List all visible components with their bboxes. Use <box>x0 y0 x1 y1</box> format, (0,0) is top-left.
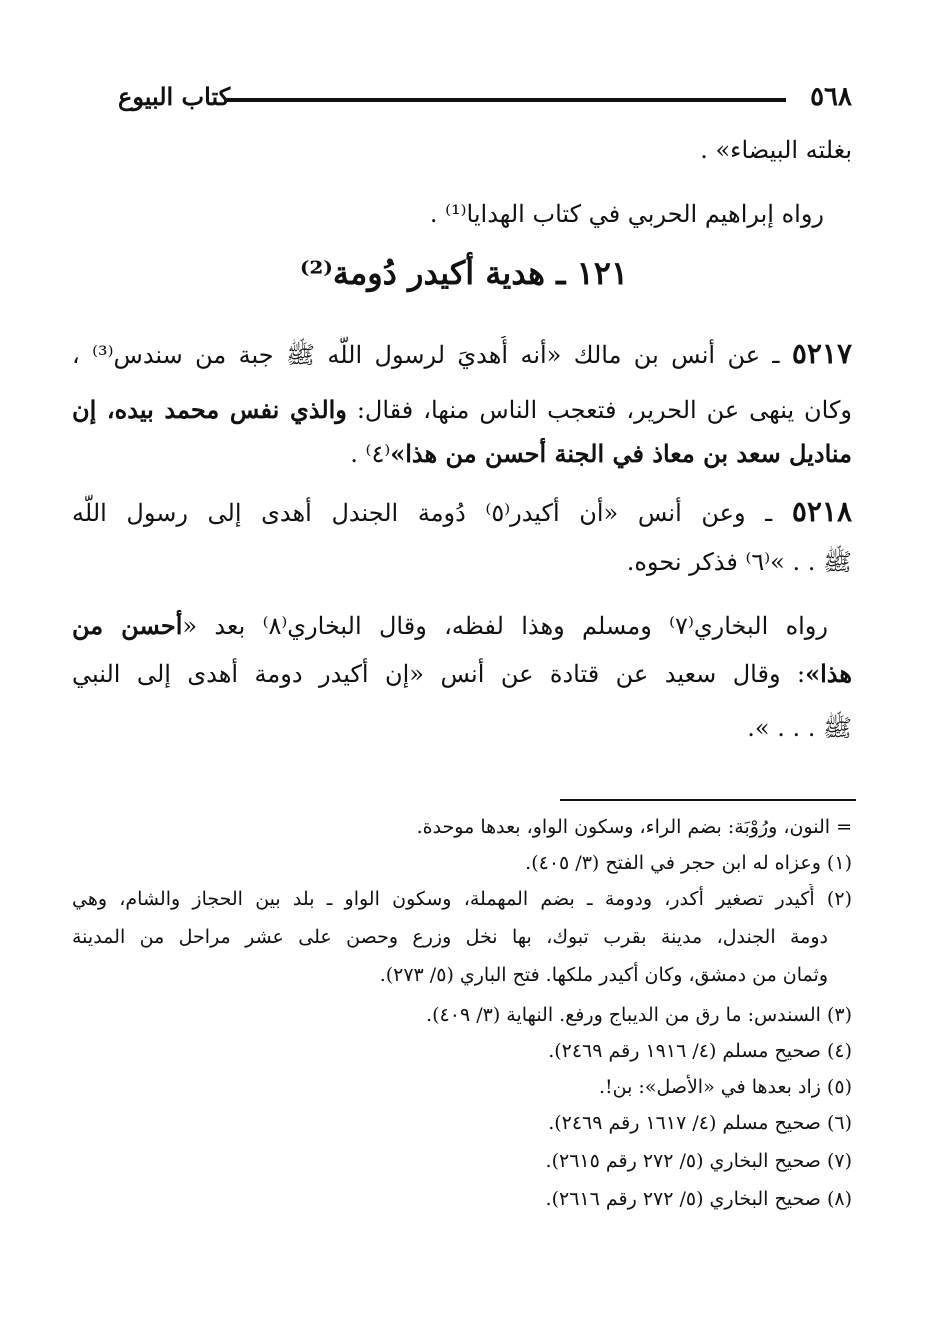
closing-bold-1: أحسن من <box>72 611 183 640</box>
footnote-3: (٣) السندس: ما رق من الديباج ورفع. النهاية (٣/ ٤٠٩). <box>426 1004 852 1026</box>
footnote-2-line-1: (٢) أُكيدر تصغير أكدر، ودومة ـ بضم المهملة، وسكون الواو ـ بلد بين الحجاز والشام، وهي <box>72 888 852 910</box>
hadith-5217-line-3 <box>72 436 852 472</box>
hadith-5217-bold-3: مناديل سعد بن معاذ في الجنة أحسن من هذا» <box>390 439 852 468</box>
hadith-5218-line-2 <box>72 544 852 580</box>
header-rule <box>226 98 786 102</box>
hadith-5217-text-2: وكان ينهى عن الحرير، فتعجب الناس منها، فقال: <box>356 396 852 424</box>
hadith-5217-line-1 <box>72 336 852 373</box>
hadith-5218-text-1: ـ وعن أنس «أن أكيدر⁽٥⁾ دُومة الجندل أهدى إلى رسول اللَّه <box>72 499 773 527</box>
continuation-text: بغلته البيضاء» . <box>700 136 852 164</box>
footnote-6: (٦) صحيح مسلم (٤/ ١٦١٧ رقم ٢٤٦٩). <box>548 1112 852 1134</box>
closing-bold-2: هذا» <box>805 659 852 688</box>
page-header <box>118 82 852 122</box>
hadith-5218-text-2: ﷺ . . »⁽٦⁾ فذكر نحوه. <box>626 548 852 576</box>
running-title: كتاب البيوع <box>118 82 231 111</box>
source-note-text: رواه إبراهيم الحربي في كتاب الهدايا⁽¹⁾ . <box>429 200 824 228</box>
hadith-number-5217: ٥٢١٧ <box>791 337 852 370</box>
footnote-7: (٧) صحيح البخاري (٥/ ٢٧٢ رقم ٢٦١٥). <box>545 1150 852 1172</box>
footnote-4: (٤) صحيح مسلم (٤/ ١٩١٦ رقم ٢٤٦٩). <box>548 1040 852 1062</box>
page-number: ٥٦٨ <box>810 82 852 112</box>
footnote-1: (١) وعزاه له ابن حجر في الفتح (٣/ ٤٠٥). <box>525 852 852 874</box>
hadith-5217-line-2 <box>72 392 852 428</box>
hadith-5217-text-1: ـ عن أنس بن مالك «أنه أُهديَ لرسول اللَّه ﷺ جبة من سندس⁽³⁾ ، <box>72 341 780 369</box>
footnote-5: (٥) زاد بعدها في «الأصل»: بن!. <box>598 1076 852 1098</box>
closing-text-2: : وقال سعيد عن قتادة عن أنس «إن أكيدر دومة أهدى إلى النبي <box>72 660 806 688</box>
footnote-rule <box>560 799 856 801</box>
hadith-5218-line-1 <box>72 494 852 531</box>
closing-text-1: رواه البخاري⁽٧⁾ ومسلم وهذا لفظه، وقال البخاري⁽٨⁾ بعد « <box>182 612 828 640</box>
hadith-5217-text-3: ⁽٤⁾ . <box>350 440 391 468</box>
footnote-2-line-3: وثمان من دمشق، وكان أكيدر ملكها. فتح الباري (٥/ ٢٧٣). <box>379 964 828 986</box>
closing-text-3: ﷺ . . . ». <box>747 714 852 742</box>
hadith-number-5218: ٥٢١٨ <box>791 495 852 528</box>
hadith-5217-bold-2: والذي نفس محمد بيده، إن <box>72 395 347 424</box>
closing-line-1 <box>72 608 828 644</box>
footnote-2-line-2: دومة الجندل، مدينة بقرب تبوك، بها نخل وزرع وحصن على عشر مراحل من المدينة <box>72 926 828 948</box>
continuation-line <box>72 132 852 168</box>
closing-line-2 <box>72 656 852 692</box>
closing-line-3 <box>72 710 852 746</box>
source-note <box>72 196 824 232</box>
footnote-8: (٨) صحيح البخاري (٥/ ٢٧٢ رقم ٢٦١٦). <box>545 1188 852 1210</box>
footnote-continuation: = النون، ورُوْبَة: بضم الراء، وسكون الواو، بعدها موحدة. <box>416 816 852 838</box>
chapter-heading: ١٢١ ـ هدية أكيدر دُومة⁽²⁾ <box>299 254 629 292</box>
